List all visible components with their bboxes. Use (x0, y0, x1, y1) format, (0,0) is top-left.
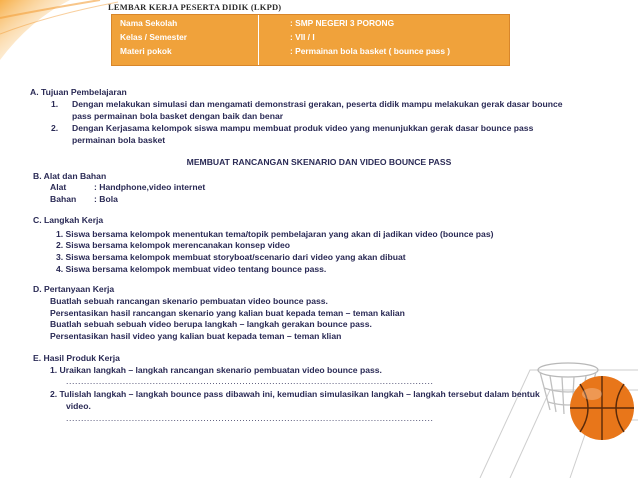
objective-text: Dengan Kerjasama kelompok siswa mampu membuat produk video yang menunjukkan gerak dasar bounce pass (72, 123, 534, 133)
basketball-hoop-illustration (470, 330, 638, 478)
work-step: 2. Siswa bersama kelompok merencanakan konsep video (56, 240, 291, 250)
section-a-heading: A. Tujuan Pembelajaran (30, 87, 127, 97)
question-line: Buatlah sebuah sebuah video berupa langkah – langkah gerakan bounce pass. (50, 319, 372, 329)
work-step: 1. Siswa bersama kelompok menentukan tema/topik pembelajaran yang akan di jadikan video (bounce pas) (56, 229, 494, 239)
section-d-heading: D. Pertanyaan Kerja (33, 284, 115, 294)
school-info-table (111, 14, 510, 66)
corner-ribbon-decoration (0, 0, 120, 90)
info-row-topic (112, 46, 509, 59)
info-row-school (112, 18, 509, 31)
objective-number: 2. (51, 123, 59, 133)
product-task: 2. Tulislah langkah – langkah bounce pass dibawah ini, kemudian simulasikan langkah – langkah tersebut dalam bentuk (50, 389, 540, 399)
question-line: Persentasikan hasil rancangan skenario yang kalian buat kepada teman – teman kalian (50, 308, 405, 318)
objective-text: permainan bola basket (72, 135, 166, 145)
objective-text: Dengan melakukan simulasi dan mengamati demonstrasi gerakan, peserta didik mampu melakukan gerak dasar bounce (72, 99, 563, 109)
objective-number: 1. (51, 99, 59, 109)
product-task: 1. Uraikan langkah – langkah rancangan skenario pembuatan video bounce pass. (50, 365, 382, 375)
info-label: Materi pokok (120, 46, 172, 56)
info-row-class (112, 32, 509, 45)
section-b-heading: B. Alat dan Bahan (33, 171, 107, 181)
product-task-continued: video. (66, 401, 91, 411)
material-label: Bahan (50, 194, 77, 204)
section-e-heading: E. Hasil Produk Kerja (33, 353, 120, 363)
material-value: : Bola (94, 194, 118, 204)
info-label: Kelas / Semester (120, 32, 188, 42)
info-value: : SMP NEGERI 3 PORONG (290, 18, 395, 28)
main-title: MEMBUAT RANCANGAN SKENARIO DAN VIDEO BOUNCE PASS (186, 157, 452, 167)
document-title: LEMBAR KERJA PESERTA DIDIK (LKPD) (108, 2, 282, 12)
answer-line: ........................................................................................................................... (66, 413, 434, 423)
objective-text: pass permainan bola basket dengan baik dan benar (72, 111, 284, 121)
info-value: : Permainan bola basket ( bounce pass ) (290, 46, 451, 56)
info-value: : VII / I (290, 32, 315, 42)
work-step: 4. Siswa bersama kelompok membuat video tentang bounce pass. (56, 264, 327, 274)
question-line: Buatlah sebuah rancangan skenario pembuatan video bounce pass. (50, 296, 328, 306)
material-value: : Handphone,video internet (94, 182, 206, 192)
work-step: 3. Siswa bersama kelompok membuat storyboat/scenario dari video yang akan dibuat (56, 252, 406, 262)
info-label: Nama Sekolah (120, 18, 178, 28)
section-c-heading: C. Langkah Kerja (33, 215, 104, 225)
material-label: Alat (50, 182, 67, 192)
question-line: Persentasikan hasil video yang kalian buat kepada teman – teman klian (50, 331, 342, 341)
answer-line: ........................................................................................................................... (66, 376, 434, 386)
